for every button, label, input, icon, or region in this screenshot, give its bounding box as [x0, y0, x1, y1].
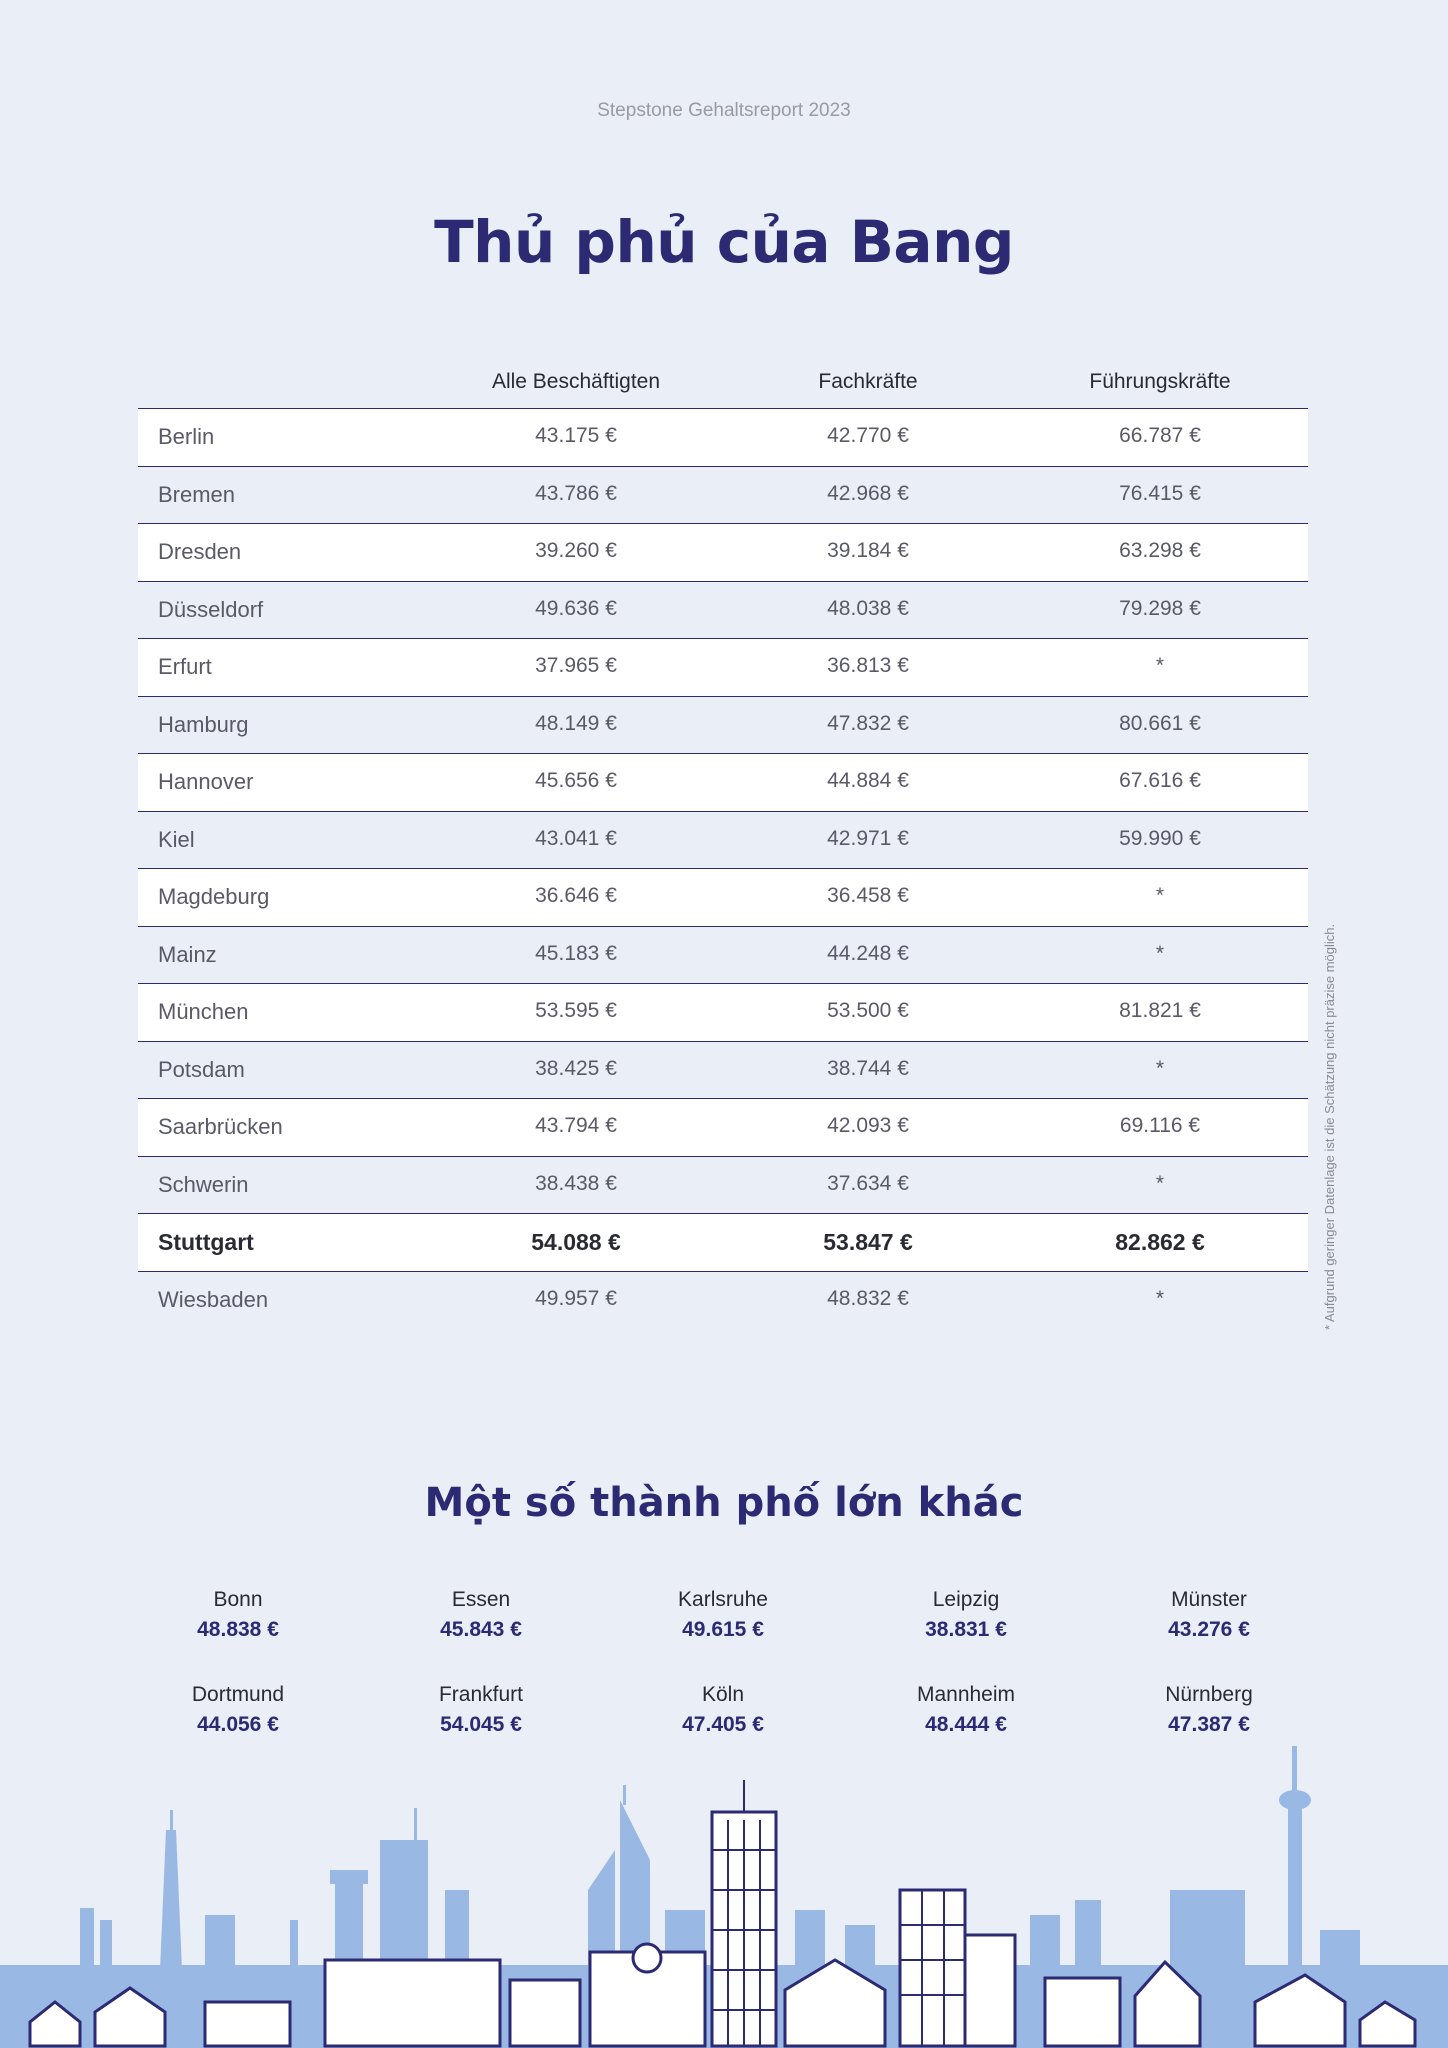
column-header-skilled: Fachkräfte: [818, 370, 918, 393]
city-name-cell: München: [158, 999, 249, 1024]
city-salary: 47.387 €: [1168, 1713, 1250, 1736]
skilled-workers-cell: 42.093 €: [827, 1114, 909, 1137]
city-name-cell: Bremen: [158, 481, 236, 507]
city-name-cell: Wiesbaden: [158, 1286, 269, 1312]
city-item: [371, 1585, 591, 1645]
table-header: [138, 362, 1308, 409]
all-employees-cell: 39.260 €: [535, 539, 617, 562]
city-name-cell: Hamburg: [158, 711, 249, 737]
skilled-workers-cell: 48.038 €: [827, 596, 909, 620]
salary-table: [138, 362, 1308, 1328]
city-salary: 44.056 €: [197, 1713, 279, 1736]
city-name: Karlsruhe: [678, 1588, 768, 1611]
city-name-cell: Magdeburg: [158, 884, 270, 909]
managers-cell: *: [1155, 1286, 1165, 1310]
city-item: [856, 1680, 1076, 1740]
city-name-cell: Berlin: [158, 424, 215, 449]
page-title: Thủ phủ của Bang: [434, 208, 1014, 276]
city-name: Leipzig: [932, 1588, 1000, 1611]
city-salary: 47.405 €: [682, 1713, 764, 1736]
all-employees-cell: 49.636 €: [535, 596, 617, 620]
city-name-cell: Düsseldorf: [158, 596, 264, 622]
skilled-workers-cell: 42.971 €: [827, 826, 909, 850]
city-name: Mannheim: [916, 1683, 1016, 1706]
all-employees-cell: 37.965 €: [535, 654, 617, 677]
city-name: Frankfurt: [438, 1683, 524, 1706]
skilled-workers-cell: 36.813 €: [827, 654, 909, 677]
skilled-workers-cell: 39.184 €: [827, 539, 909, 562]
table-body: [138, 409, 1308, 1328]
all-employees-cell: 43.786 €: [535, 481, 617, 505]
all-employees-cell: 43.041 €: [535, 826, 617, 850]
all-employees-cell: 54.088 €: [531, 1229, 621, 1255]
table-row: [138, 754, 1308, 812]
city-name: Köln: [701, 1683, 745, 1706]
all-employees-cell: 45.183 €: [535, 941, 617, 965]
city-salary: 48.838 €: [197, 1618, 279, 1641]
table-row: [138, 1272, 1308, 1329]
city-salary: 38.831 €: [925, 1618, 1007, 1641]
city-name-cell: Kiel: [158, 826, 195, 852]
skilled-workers-cell: 38.744 €: [827, 1056, 909, 1080]
managers-cell: 81.821 €: [1119, 999, 1201, 1022]
skilled-workers-cell: 44.248 €: [827, 941, 909, 965]
managers-cell: 76.415 €: [1119, 481, 1201, 505]
table-row: [138, 639, 1308, 697]
managers-cell: 66.787 €: [1119, 424, 1201, 447]
managers-cell: 59.990 €: [1119, 826, 1201, 850]
managers-cell: 67.616 €: [1119, 769, 1201, 792]
city-salary: 43.276 €: [1168, 1618, 1250, 1641]
city-salary: 54.045 €: [440, 1713, 522, 1736]
city-item: [1099, 1585, 1319, 1645]
all-employees-cell: 43.175 €: [535, 424, 617, 447]
table-row: [138, 524, 1308, 582]
footnote: * Aufgrund geringer Datenlage ist die Schätzung nicht präzise möglich.: [1322, 923, 1337, 1330]
city-name: Bonn: [213, 1588, 263, 1611]
skilled-workers-cell: 42.770 €: [827, 424, 909, 447]
city-name-cell: Mainz: [158, 941, 217, 967]
city-item: [613, 1585, 833, 1645]
city-item: [371, 1680, 591, 1740]
city-name-cell: Erfurt: [158, 654, 212, 679]
managers-cell: 63.298 €: [1119, 539, 1201, 562]
table-row: [138, 1042, 1308, 1100]
table-row: [138, 869, 1308, 927]
city-name-cell: Hannover: [158, 769, 254, 794]
table-row: [138, 467, 1308, 525]
skilled-workers-cell: 53.847 €: [823, 1229, 913, 1255]
table-row: [138, 927, 1308, 985]
table-row: [138, 1099, 1308, 1157]
all-employees-cell: 49.957 €: [535, 1286, 617, 1310]
table-row: [138, 409, 1308, 467]
city-name-cell: Schwerin: [158, 1171, 249, 1197]
section-title: Một số thành phố lớn khác: [424, 1480, 1024, 1526]
city-salary: 49.615 €: [682, 1618, 764, 1641]
all-employees-cell: 38.438 €: [535, 1171, 617, 1195]
managers-cell: 80.661 €: [1119, 711, 1201, 735]
table-row: [138, 697, 1308, 755]
city-name: Münster: [1171, 1588, 1247, 1611]
skilled-workers-cell: 48.832 €: [827, 1286, 909, 1310]
managers-cell: *: [1155, 1171, 1165, 1195]
city-item: [1099, 1680, 1319, 1740]
city-name-cell: Potsdam: [158, 1056, 245, 1082]
city-name-cell: Stuttgart: [158, 1229, 254, 1255]
city-salary: 45.843 €: [440, 1618, 522, 1641]
city-item: [128, 1585, 348, 1645]
skilled-workers-cell: 47.832 €: [827, 711, 909, 735]
skilled-workers-cell: 53.500 €: [827, 999, 909, 1022]
skilled-workers-cell: 44.884 €: [827, 769, 909, 792]
all-employees-cell: 48.149 €: [535, 711, 617, 735]
all-employees-cell: 45.656 €: [535, 769, 617, 792]
table-row: [138, 1214, 1308, 1272]
column-header-all: Alle Beschäftigten: [491, 370, 661, 393]
table-row: [138, 582, 1308, 640]
city-name: Dortmund: [191, 1683, 285, 1706]
city-item: [856, 1585, 1076, 1645]
city-item: [613, 1680, 833, 1740]
all-employees-cell: 38.425 €: [535, 1056, 617, 1080]
column-header-managers: Führungskräfte: [1089, 370, 1231, 393]
city-name: Nürnberg: [1165, 1683, 1253, 1706]
managers-cell: *: [1155, 941, 1165, 965]
managers-cell: 69.116 €: [1119, 1114, 1201, 1137]
skilled-workers-cell: 36.458 €: [827, 884, 909, 907]
city-name-cell: Dresden: [158, 539, 242, 564]
managers-cell: *: [1155, 654, 1165, 677]
all-employees-cell: 43.794 €: [535, 1114, 617, 1137]
managers-cell: 82.862 €: [1115, 1229, 1205, 1255]
managers-cell: *: [1155, 884, 1165, 907]
skilled-workers-cell: 37.634 €: [827, 1171, 909, 1195]
all-employees-cell: 36.646 €: [535, 884, 617, 907]
all-employees-cell: 53.595 €: [535, 999, 617, 1022]
city-salary: 48.444 €: [925, 1713, 1007, 1736]
city-name: Essen: [451, 1588, 511, 1611]
managers-cell: *: [1155, 1056, 1165, 1080]
skilled-workers-cell: 42.968 €: [827, 481, 909, 505]
table-row: [138, 984, 1308, 1042]
table-row: [138, 812, 1308, 870]
city-skyline-illustration: [0, 1740, 1448, 2048]
report-header: Stepstone Gehaltsreport 2023: [597, 100, 851, 121]
city-item: [128, 1680, 348, 1740]
managers-cell: 79.298 €: [1119, 596, 1201, 620]
city-name-cell: Saarbrücken: [158, 1114, 283, 1139]
table-row: [138, 1157, 1308, 1215]
